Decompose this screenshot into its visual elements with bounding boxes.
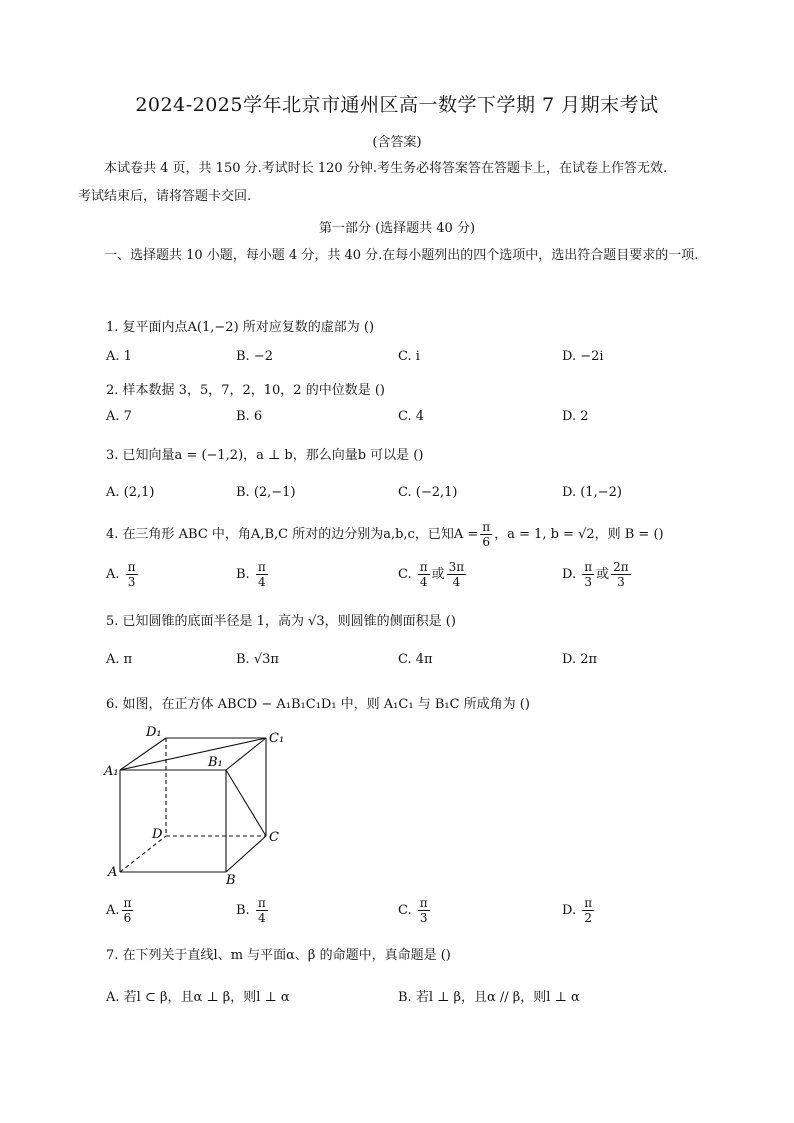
label-c: C: [269, 830, 279, 845]
page-subtitle: (含答案): [372, 135, 422, 150]
q2-option-a[interactable]: A. 7: [106, 409, 132, 424]
question-7: 7. 在下列关于直线l、m 与平面α、β 的命题中，真命题是 (): [106, 948, 451, 963]
q1-option-b[interactable]: B. −2: [236, 349, 273, 364]
q4-text-b: ，a = 1, b = √2，则 B = (): [494, 527, 664, 542]
q3-option-a[interactable]: A. (2,1): [106, 485, 155, 500]
question-4: [106, 520, 664, 549]
q4-frac-pi-6: $\frac{\pi}{6}$: [482, 520, 491, 549]
label-b: B: [226, 873, 236, 887]
edge-b-c: [226, 836, 266, 872]
q4-option-a[interactable]: A. $\frac{\pi}{3}$: [106, 560, 136, 589]
q2-option-b[interactable]: B. 6: [236, 409, 263, 424]
q5-option-d[interactable]: D. 2π: [562, 652, 598, 667]
question-6: 6. 如图，在正方体 ABCD − A₁B₁C₁D₁ 中，则 A₁C₁ 与 B₁C 所成角为 (): [106, 697, 530, 712]
part1-heading: 第一部分 (选择题共 40 分): [318, 221, 476, 236]
question-2: 2. 样本数据 3，5，7，2，10，2 的中位数是 (): [106, 383, 385, 398]
q5-option-a[interactable]: A. π: [106, 652, 133, 667]
question-3: 3. 已知向量a = (−1,2)，a ⊥ b，那么向量b 可以是 (): [106, 448, 424, 463]
q3-option-c[interactable]: C. (−2,1): [398, 485, 458, 500]
intro-line-1: 本试卷共 4 页，共 150 分.考试时长 120 分钟.考生务必将答案答在答题卡上，在试卷上作答无效.: [104, 161, 668, 176]
question-6-options: [106, 896, 666, 932]
question-4-options: [106, 560, 666, 596]
q2-option-c[interactable]: C. 4: [398, 409, 425, 424]
label-a: A: [108, 865, 118, 880]
label-d: D: [152, 827, 163, 842]
intro-line-2: 考试结束后，请将答题卡交回.: [78, 189, 252, 204]
q6-option-b[interactable]: B. $\frac{\pi}{4}$: [236, 896, 266, 925]
q7-option-a[interactable]: A. 若l ⊂ β，且α ⊥ β，则l ⊥ α: [106, 990, 290, 1005]
q5-option-b[interactable]: B. √3π: [236, 652, 279, 667]
question-1: 1. 复平面内点A(1,−2) 所对应复数的虚部为 (): [106, 320, 375, 335]
label-c1: C₁: [269, 731, 285, 746]
cube-figure: [100, 722, 300, 887]
q3-option-b[interactable]: B. (2,−1): [236, 485, 296, 500]
question-2-options: [106, 409, 666, 433]
label-b1: B₁: [208, 755, 223, 770]
q4-option-d[interactable]: D. $\frac{\pi}{3}$ 或 $\frac{2\pi}{3}$: [562, 560, 629, 589]
page-title: 2024-2025学年北京市通州区高一数学下学期 7 月期末考试: [135, 94, 659, 116]
q4-text-a: 4. 在三角形 ABC 中，角A,B,C 所对的边分别为a,b,c，已知A =: [106, 527, 479, 542]
q1-option-a[interactable]: A. 1: [106, 349, 132, 364]
q1-option-c[interactable]: C. i: [398, 349, 420, 364]
question-7-options: [106, 986, 666, 1010]
q5-option-c[interactable]: C. 4π: [398, 652, 433, 667]
q2-option-d[interactable]: D. 2: [562, 409, 589, 424]
q6-option-c[interactable]: C. $\frac{\pi}{3}$: [398, 896, 428, 925]
question-3-options: [106, 485, 666, 509]
question-1-options: [106, 349, 666, 373]
question-5-options: [106, 652, 666, 676]
question-5: 5. 已知圆锥的底面半径是 1，高为 √3，则圆锥的侧面积是 (): [106, 614, 456, 629]
q1-option-d[interactable]: D. −2i: [562, 349, 604, 364]
part1-instruction: 一、选择题共 10 小题，每小题 4 分，共 40 分.在每小题列出的四个选项中，选出符合题目要求的一项.: [104, 248, 699, 263]
q6-option-a[interactable]: A. $\frac{\pi}{6}$: [106, 896, 132, 925]
q4-option-b[interactable]: B. $\frac{\pi}{4}$: [236, 560, 266, 589]
diagonal-a1-c1: [120, 738, 266, 770]
q7-option-b[interactable]: B. 若l ⊥ β，且α // β，则l ⊥ α: [398, 990, 580, 1005]
q4-option-c[interactable]: C. $\frac{\pi}{4}$ 或 $\frac{3\pi}{4}$: [398, 560, 465, 589]
diagonal-b1-c: [226, 770, 266, 836]
label-d1: D₁: [146, 725, 162, 740]
label-a1: A₁: [104, 764, 119, 779]
q3-option-d[interactable]: D. (1,−2): [562, 485, 622, 500]
q6-option-d[interactable]: D. $\frac{\pi}{2}$: [562, 896, 593, 925]
